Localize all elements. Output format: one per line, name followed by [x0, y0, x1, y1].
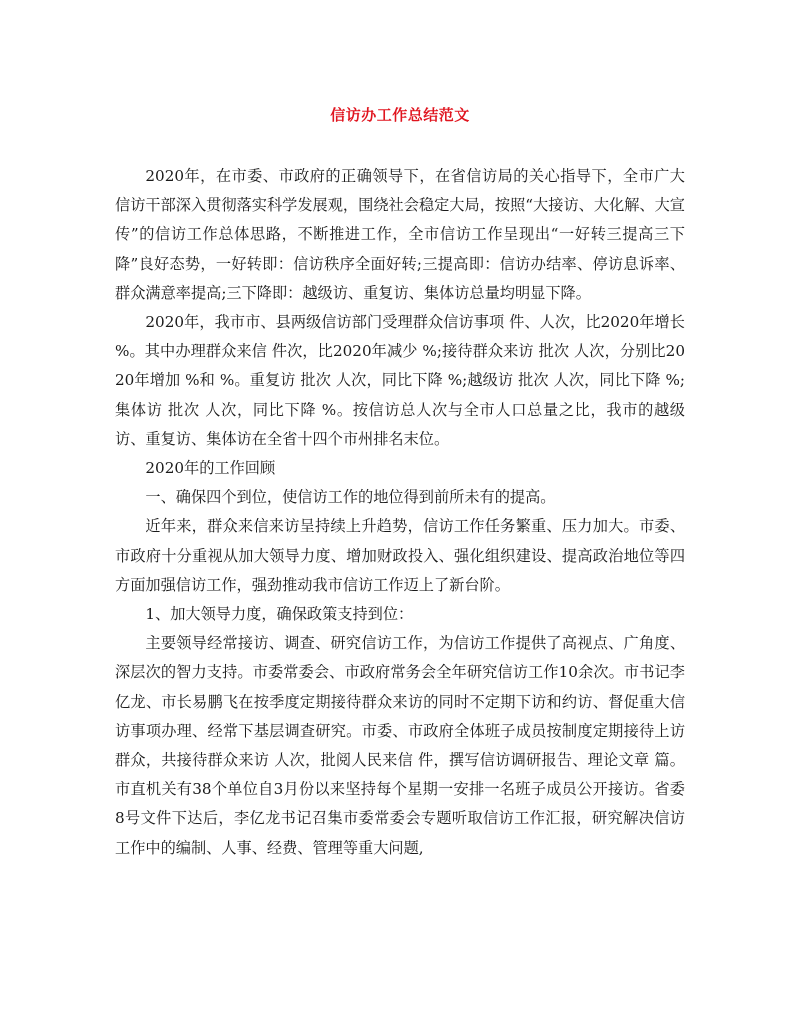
subheading-leadership: 1、加大领导力度，确保政策支持到位： [145, 605, 414, 624]
document-title: 信访办工作总结范文 [330, 106, 470, 124]
document-body [115, 162, 685, 863]
paragraph-leadership: 主要领导经常接访、调查、研究信访工作，为信访工作提供了高视点、广角度、深层次的智力支持。市委常委会、市政府常务会全年研究信访工作10余次。市书记李亿龙、市长易鹏飞在按季度定期接待群众来访的同时不定期下访和约访、督促重大信访事项办理、经常下基层调查研究。市委、市政府全体班子成员按制度定期接待上访群众，共接待群众来访 人次，批阅人民来信 件，撰写信访调研报告、理论文章 篇。市直机关有38个单位自3月份以来坚持每个星期一安排一名班子成员公开接访。省委8号文件下达后，李亿龙书记召集市委常委会专题听取信访工作汇报，研究解决信访工作中的编制、人事、经费、管理等重大问题, [115, 634, 685, 857]
section-heading-review: 2020年的工作回顾 [145, 459, 276, 478]
paragraph-recent-years: 近年来，群众来信来访呈持续上升趋势，信访工作任务繁重、压力加大。市委、市政府十分重视从加大领导力度、增加财政投入、强化组织建设、提高政治地位等四方面加强信访工作，强劲推动我市信访工作迈上了新台阶。 [115, 517, 685, 594]
paragraph-intro: 2020年，在市委、市政府的正确领导下，在省信访局的关心指导下，全市广大信访干部深入贯彻落实科学发展观，围绕社会稳定大局，按照“大接访、大化解、大宣传”的信访工作总体思路，不断推进工作，全市信访工作呈现出“一好转三提高三下降”良好态势，一好转即：信访秩序全面好转;三提高即：信访办结率、停访息诉率、群众满意率提高;三下降即：越级访、重复访、集体访总量均明显下降。 [115, 167, 685, 302]
section-heading-one: 一、确保四个到位，使信访工作的地位得到前所未有的提高。 [145, 488, 556, 507]
paragraph-statistics: 2020年，我市市、县两级信访部门受理群众信访事项 件、人次，比2020年增长 %。其中办理群众来信 件次，比2020年减少 %;接待群众来访 批次 人次，分别比2020年增加 %和 %。重复访 批次 人次，同比下降 %;越级访 批次 人次，同比下降 %;集体访 批次 人次，同比下降 %。按信访总人次与全市人口总量之比，我市的越级访、重复访、集体访在全省十四个市州排名末位。 [115, 313, 685, 448]
